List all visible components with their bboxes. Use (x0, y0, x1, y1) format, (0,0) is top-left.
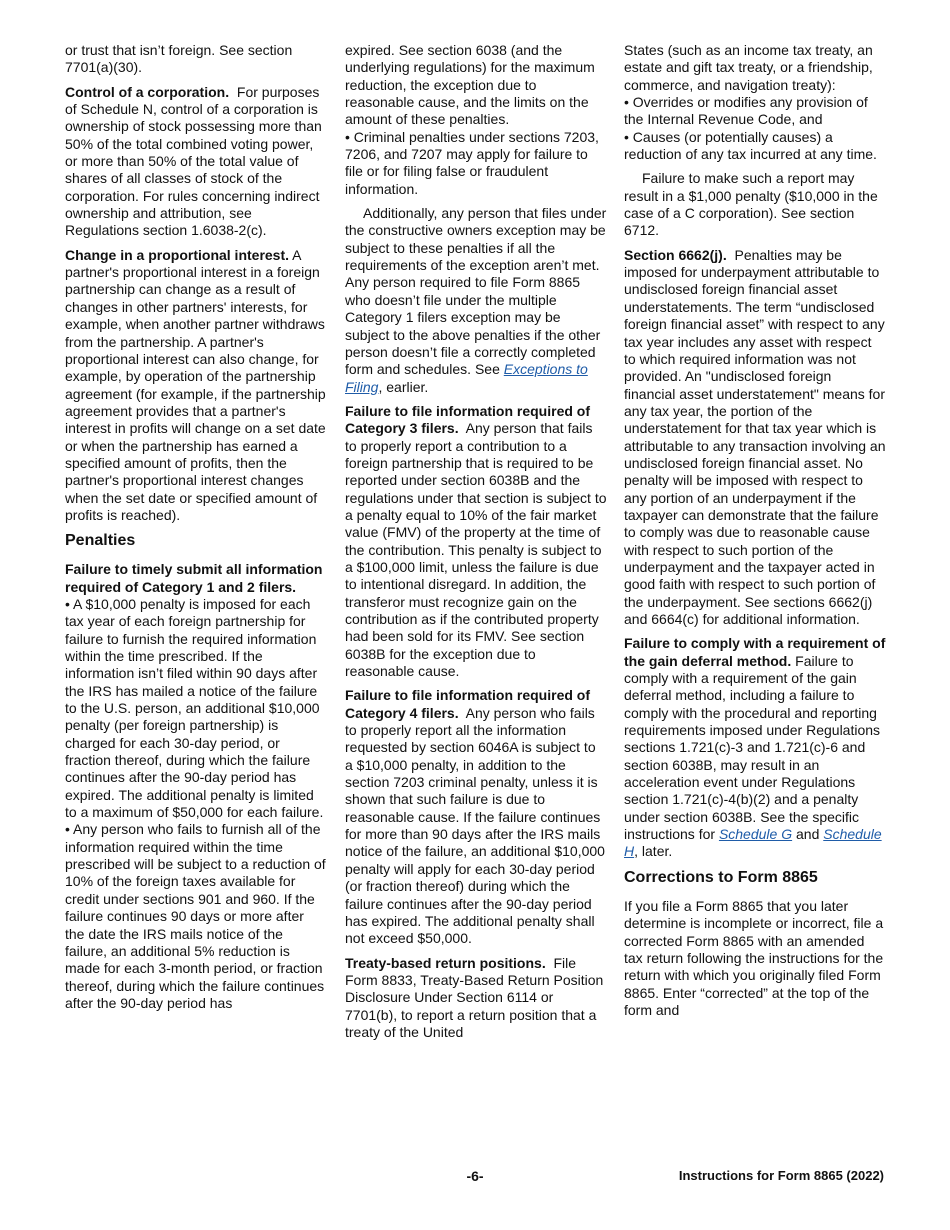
paragraph-gain-deferral (624, 635, 886, 860)
section-heading-corrections: Corrections to Form 8865 (624, 868, 818, 886)
paragraph-failure-report: Failure to make such a report may result in a $1,000 penalty ($10,000 in the case of a C corporation). See section 6712. (624, 170, 878, 239)
bullet-icon: • (345, 128, 350, 145)
term-section-6662j: Section 6662(j). (624, 246, 727, 263)
bullet-item (65, 821, 327, 1012)
paragraph-text: Failure to comply with a requirement of the gain deferral method, including a failure to comply with the procedural and reporting requirements imposed under Regulations sections 1.721(c)-3 and 1.721(c)-6 and section 6038B, may result in an acceleration event under Regulations section 1.721(c)-4(b)(2) and a penalty under section 6038B. See the specific instructions for (624, 652, 881, 843)
column-1 (65, 42, 327, 1012)
link-schedule-h[interactable]: Schedule H (624, 826, 882, 860)
paragraph-treaty (345, 955, 607, 1042)
paragraph-section-6662j (624, 247, 886, 629)
bullet-text: Overrides or modifies any provision of the Internal Revenue Code, and (624, 94, 868, 128)
paragraph-text: Any person that fails to properly report a contribution to a foreign partnership that is required to be reported under section 6038B and the regulations under that section is subject to a penalty equal to 10% of the fair market value (FMV) of the property at the time of the contribution. This penalty is subject to a $100,000 limit, unless the failure is due to intentional disregard. In addition, the transferor must recognize gain on the contribution as if the contributed property had been sold for its FMV. See section 6038B for the exception due to reasonable cause. (345, 420, 607, 680)
column-3 (624, 42, 886, 1019)
term-category-4: Failure to file information required of Category 4 filers. (345, 687, 591, 721)
bullet-icon: • (65, 821, 70, 838)
section-heading-penalties: Penalties (65, 532, 136, 550)
term-change-proportional-interest: Change in a proportional interest. (65, 246, 290, 263)
paragraph-text: A partner's proportional interest in a foreign partnership can change as a result of changes in other partners' interests, for example, when another partner withdraws from the partnership. A partner's proportional interest can also change, for example, by operation of the partnership agreement (for example, if the partnership agreement provides that a partner's interest in profits will change on a set date or when the partnership has earned a specified amount of profits, then the partner's proportional interest changes when the set date or specified amount of profits is reached). (65, 246, 326, 523)
paragraph: expired. See section 6038 (and the underlying regulations) for the maximum reduction, the exception due to reasonable cause, and the limits on the amount of these penalties. (345, 42, 595, 128)
paragraph-additionally (345, 205, 607, 396)
paragraph-text: File Form 8833, Treaty-Based Return Position Disclosure Under Section 6114 or 7701(b), to report a return position that a treaty of the United (345, 954, 604, 1040)
paragraph-text: Penalties may be imposed for underpayment attributable to undisclosed foreign financial asset understatements. The term “undisclosed foreign financial asset” with respect to any tax year includes any asset with respect to which required information was not provided. An "undisclosed foreign financial asset understatement" means for any tax year, the portion of the understatement for that tax year which is attributable to any transaction involving an undisclosed foreign financial asset. No penalty will be imposed with respect to any portion of an underpayment if the taxpayer can demonstrate that the failure to comply was due to reasonable cause with respect to such portion of the underpayment and the taxpayer acted in good faith with respect to such portion of the underpayment. See sections 6662(j) and 6664(c) for additional information. (624, 246, 886, 627)
paragraph-change (65, 247, 327, 525)
paragraph-category-3 (345, 403, 607, 681)
subheading-failure-timely-submit: Failure to timely submit all information required of Category 1 and 2 filers. (65, 561, 323, 595)
bullet-item (65, 596, 327, 821)
term-treaty-based: Treaty-based return positions. (345, 954, 546, 971)
document-title-footer: Instructions for Form 8865 (2022) (678, 1168, 884, 1183)
page-number: -6- (466, 1168, 484, 1184)
term-control-of-corporation: Control of a corporation. (65, 83, 230, 100)
bullet-item (624, 94, 886, 129)
paragraph-category-4 (345, 687, 607, 947)
paragraph: States (such as an income tax treaty, an estate and gift tax treaty, or a friendship, commerce, and navigation treaty): (624, 42, 873, 93)
term-gain-deferral: Failure to comply with a requirement of the gain deferral method. (624, 635, 886, 669)
paragraph-text: and (792, 826, 824, 843)
link-schedule-g[interactable]: Schedule G (718, 826, 793, 843)
paragraph-text: For purposes of Schedule N, control of a corporation is ownership of stock possessing more than 50% of the total combined voting power, or more than 50% of the total value of shares of all classes of stock of the corporation. For rules concerning indirect ownership and attribution, see Regulations section 1.6038-2(c). (65, 83, 322, 239)
paragraph-text: Any person who fails to properly report all the information requested by section 6046A is subject to a $10,000 penalty, in addition to the section 7203 criminal penalty, unless it is shown that such failure is due to reasonable cause. If the failure continues for more than 90 days after the IRS mails notice of the failure, an additional $10,000 penalty will apply for each 30-day period (or fraction thereof) during which the failure continues after the 90-day period has expired. The additional penalty shall not exceed $50,000. (345, 704, 605, 947)
paragraph-control (65, 84, 327, 240)
bullet-icon: • (624, 128, 629, 145)
bullet-icon: • (624, 94, 629, 111)
column-2 (345, 42, 607, 1048)
bullet-item (624, 129, 886, 164)
paragraph-text: Additionally, any person that files under the constructive owners exception may be subject to these penalties if all the requirements of the exception aren’t met. Any person required to file Form 8865 who doesn’t file under the multiple Category 1 filers exception may be subject to the above penalties if the other person doesn’t file a correctly completed form and schedules. See (345, 205, 607, 378)
bullet-text: Causes (or potentially causes) a reduction of any tax incurred at any time. (624, 128, 877, 163)
bullet-text: A $10,000 penalty is imposed for each tax year of each foreign partnership for failure to furnish the required information within the time prescribed. If the information isn’t filed within 90 days after the IRS has mailed a notice of the failure to the U.S. person, an additional $10,000 penalty (per foreign partnership) is charged for each 30-day period, or fraction thereof, during which the failure continues after the 90-day period has expired. The additional penalty is limited to a maximum of $50,000 for each failure. (65, 595, 324, 821)
bullet-text: Any person who fails to furnish all of the information required within the time prescribed will be subject to a reduction of 10% of the foreign taxes available for credit under sections 901 and 960. If the failure continues 90 days or more after the date the IRS mails notice of the failure, an additional 5% reduction is made for each 3-month period, or fraction thereof, during which the failure continues after the 90-day period has (65, 821, 326, 1011)
paragraph-text: , earlier. (378, 378, 429, 395)
bullet-icon: • (65, 595, 70, 612)
paragraph-corrections: If you file a Form 8865 that you later determine is incomplete or incorrect, file a corrected Form 8865 with an amended tax return following the instructions for the return with which you originally filed Form 8865. Enter “corrected” at the top of the form and (624, 897, 884, 1018)
link-exceptions-to-filing[interactable]: Exceptions to Filing (345, 361, 588, 395)
paragraph: or trust that isn’t foreign. See section 7701(a)(30). (65, 42, 293, 76)
paragraph-text: , later. (634, 843, 673, 860)
bullet-item (345, 129, 607, 198)
term-category-3: Failure to file information required of Category 3 filers. (345, 402, 591, 437)
bullet-text: Criminal penalties under sections 7203, 7206, and 7207 may apply for failure to file or for filing false or fraudulent information. (345, 128, 599, 197)
